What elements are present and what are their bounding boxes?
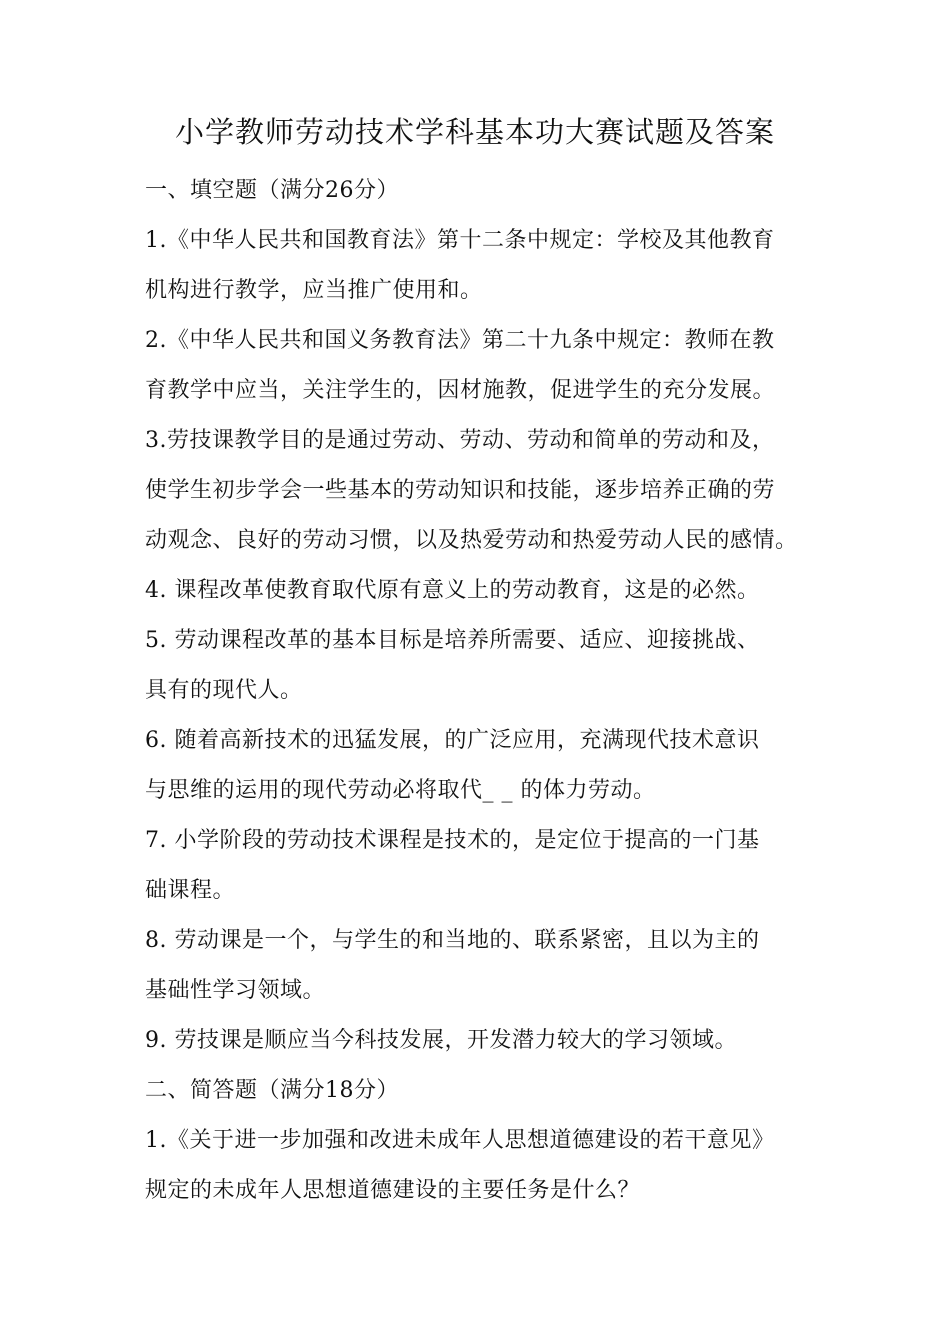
text-line: 3.劳技课教学目的是通过劳动、劳动、劳动和简单的劳动和及， <box>145 428 775 453</box>
text-line: 具有的现代人。 <box>145 678 303 703</box>
text-line: 规定的未成年人思想道德建设的主要任务是什么？ <box>145 1178 641 1203</box>
text-line: 8. 劳动课是一个，与学生的和当地的、联系紧密，且以为主的 <box>145 928 760 953</box>
text-line: 5. 劳动课程改革的基本目标是培养所需要、适应、迎接挑战、 <box>145 628 760 653</box>
text-line: 使学生初步学会一些基本的劳动知识和技能，逐步培养正确的劳 <box>145 478 776 503</box>
text-line: 7. 小学阶段的劳动技术课程是技术的，是定位于提高的一门基 <box>145 828 760 853</box>
section-heading-fill-in: 一、填空题（满分26分） <box>145 178 399 203</box>
text-line: 1.《关于进一步加强和改进未成年人思想道德建设的若干意见》 <box>145 1128 775 1153</box>
text-line: 4. 课程改革使教育取代原有意义上的劳动教育，这是的必然。 <box>145 578 760 603</box>
text-line: 9. 劳技课是顺应当今科技发展，开发潜力较大的学习领域。 <box>145 1028 737 1053</box>
text-line: 动观念、良好的劳动习惯，以及热爱劳动和热爱劳动人民的感情。 <box>145 528 798 553</box>
text-line: 机构进行教学，应当推广使用和。 <box>145 278 483 303</box>
text-line: 1.《中华人民共和国教育法》第十二条中规定：学校及其他教育 <box>145 228 775 253</box>
text-line: 与思维的运用的现代劳动必将取代_ _ 的体力劳动。 <box>145 778 656 803</box>
section-heading-short-answer: 二、简答题（满分18分） <box>145 1078 399 1103</box>
text-line: 基础性学习领域。 <box>145 978 326 1003</box>
text-line: 6. 随着高新技术的迅猛发展，的广泛应用，充满现代技术意识 <box>145 728 760 753</box>
text-line: 2.《中华人民共和国义务教育法》第二十九条中规定：教师在教 <box>145 328 775 353</box>
text-line: 育教学中应当，关注学生的，因材施教，促进学生的充分发展。 <box>145 378 776 403</box>
text-line: 础课程。 <box>145 878 236 903</box>
document-title: 小学教师劳动技术学科基本功大赛试题及答案 <box>174 115 775 149</box>
